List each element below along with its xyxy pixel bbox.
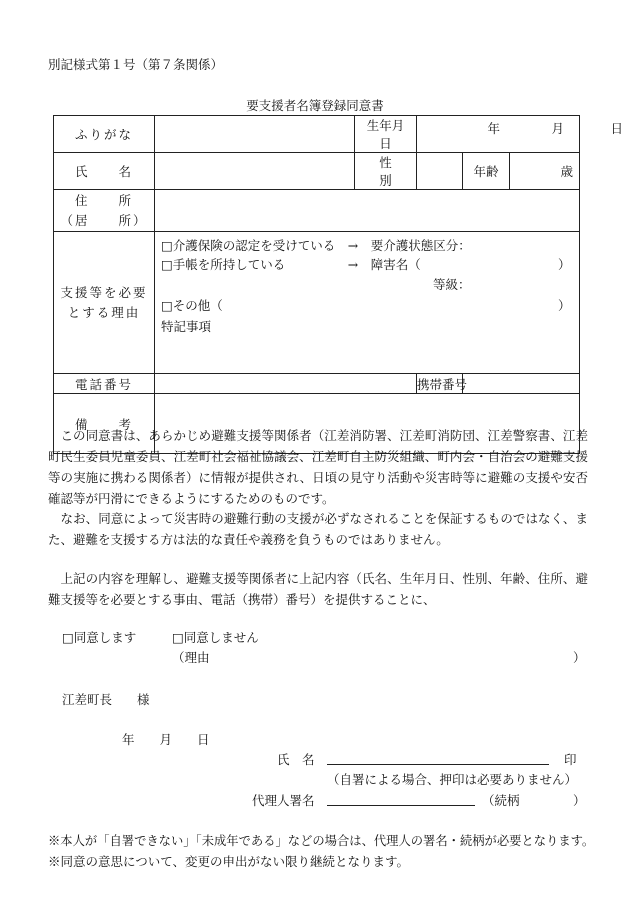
seal-label: 印 bbox=[564, 752, 577, 767]
mobile-field[interactable] bbox=[463, 374, 580, 394]
note-continuation: ※同意の意思について、変更の申出がない限り継続となります。 bbox=[48, 854, 410, 869]
date-line: 年 月 日 bbox=[122, 732, 210, 747]
paragraph-consent: 上記の内容を理解し、避難支援等関係者に上記内容（氏名、生年月日、性別、年齢、住所、避難支援等を必要とする事由、電話（携帯）番号）を提供することに、 bbox=[48, 571, 588, 607]
mobile-label: 携帯番号 bbox=[417, 374, 463, 394]
remarks-label: 備 考 bbox=[54, 394, 155, 454]
other-close-paren: ） bbox=[558, 298, 571, 313]
addressee: 江差町長 様 bbox=[62, 692, 150, 707]
year-unit: 年 bbox=[487, 120, 501, 136]
note-proxy: ※本人が「自署できない」「未成年である」などの場合は、代理人の署名・続柄が必要となります。 bbox=[48, 834, 595, 848]
signature-name-label: 氏 名 bbox=[277, 752, 315, 767]
proxy-signature-field[interactable] bbox=[327, 791, 475, 806]
gender-label: 性 別 bbox=[355, 153, 417, 190]
handbook-close-paren: ） bbox=[558, 257, 571, 272]
age-field[interactable] bbox=[510, 153, 580, 190]
signature-name-field[interactable] bbox=[327, 750, 549, 765]
furigana-label: ふりがな bbox=[54, 116, 155, 153]
reason-field[interactable] bbox=[155, 232, 580, 374]
care-checkbox-line[interactable]: □介護保険の認定を受けている → 要介護状態区分： bbox=[161, 238, 471, 253]
address-field[interactable] bbox=[155, 190, 580, 232]
name-field[interactable] bbox=[155, 153, 355, 190]
disagree-checkbox[interactable]: □同意しません bbox=[172, 630, 259, 645]
paragraph-purpose: この同意書は、あらかじめ避難支援等関係者（江差消防署、江差町消防団、江差警察書、江差町民生委員児童委員、江差町社会福祉協議会、江差町自主防災組織、町内会・自治会の避難支援等の実施に携わる関係者）に情報が提供され、日頃の見守り活動や災害時等に避難の支援や安否確認等が円滑にできるようにするためのものです。 bbox=[48, 428, 588, 506]
proxy-label: 代理人署名 bbox=[252, 793, 315, 808]
reason-close: ） bbox=[573, 650, 586, 665]
reason-label-line1: 支援等を必要 bbox=[60, 284, 148, 300]
relation-close: ） bbox=[573, 793, 586, 808]
paragraph-disclaimer: なお、同意によって災害時の避難行動の支援が必ずなされることを保証するものではなく、また、避難を支援する方は法的な責任や義務を負うものではありません。 bbox=[48, 511, 588, 547]
reason-open: （理由 bbox=[172, 650, 210, 665]
relation-open: （続柄 bbox=[482, 793, 520, 808]
seal-note: （自署による場合、押印は必要ありません） bbox=[327, 772, 578, 787]
age-unit: 歳 bbox=[560, 164, 574, 179]
other-checkbox-line[interactable]: □その他（ bbox=[161, 298, 223, 313]
grade-label: 等級： bbox=[433, 277, 471, 292]
form-number: 別記様式第１号（第７条関係） bbox=[48, 57, 224, 72]
age-label: 年齢 bbox=[463, 153, 510, 190]
document-title: 要支援者名簿登録同意書 bbox=[246, 98, 384, 113]
agree-checkbox[interactable]: □同意します bbox=[62, 630, 137, 645]
phone-label: 電話番号 bbox=[54, 374, 155, 394]
reason-label bbox=[54, 232, 155, 374]
gender-field[interactable] bbox=[417, 153, 463, 190]
phone-field[interactable] bbox=[155, 374, 417, 394]
birthdate-field[interactable] bbox=[417, 116, 624, 153]
birthdate-label: 生年月日 bbox=[355, 116, 417, 153]
reason-label-line2: とする理由 bbox=[67, 304, 141, 320]
registration-table bbox=[53, 115, 624, 454]
special-notes-label: 特記事項 bbox=[161, 319, 212, 334]
month-unit: 月 bbox=[551, 120, 565, 136]
address-label bbox=[54, 190, 155, 232]
address-label-text: 住 所 bbox=[74, 192, 133, 208]
handbook-checkbox-line[interactable]: □手帳を所持している → 障害名（ bbox=[161, 257, 421, 272]
residence-label-text: （居 所） bbox=[60, 212, 148, 228]
day-unit: 日 bbox=[610, 120, 624, 136]
name-label: 氏 名 bbox=[54, 153, 155, 190]
furigana-field[interactable] bbox=[155, 116, 355, 153]
